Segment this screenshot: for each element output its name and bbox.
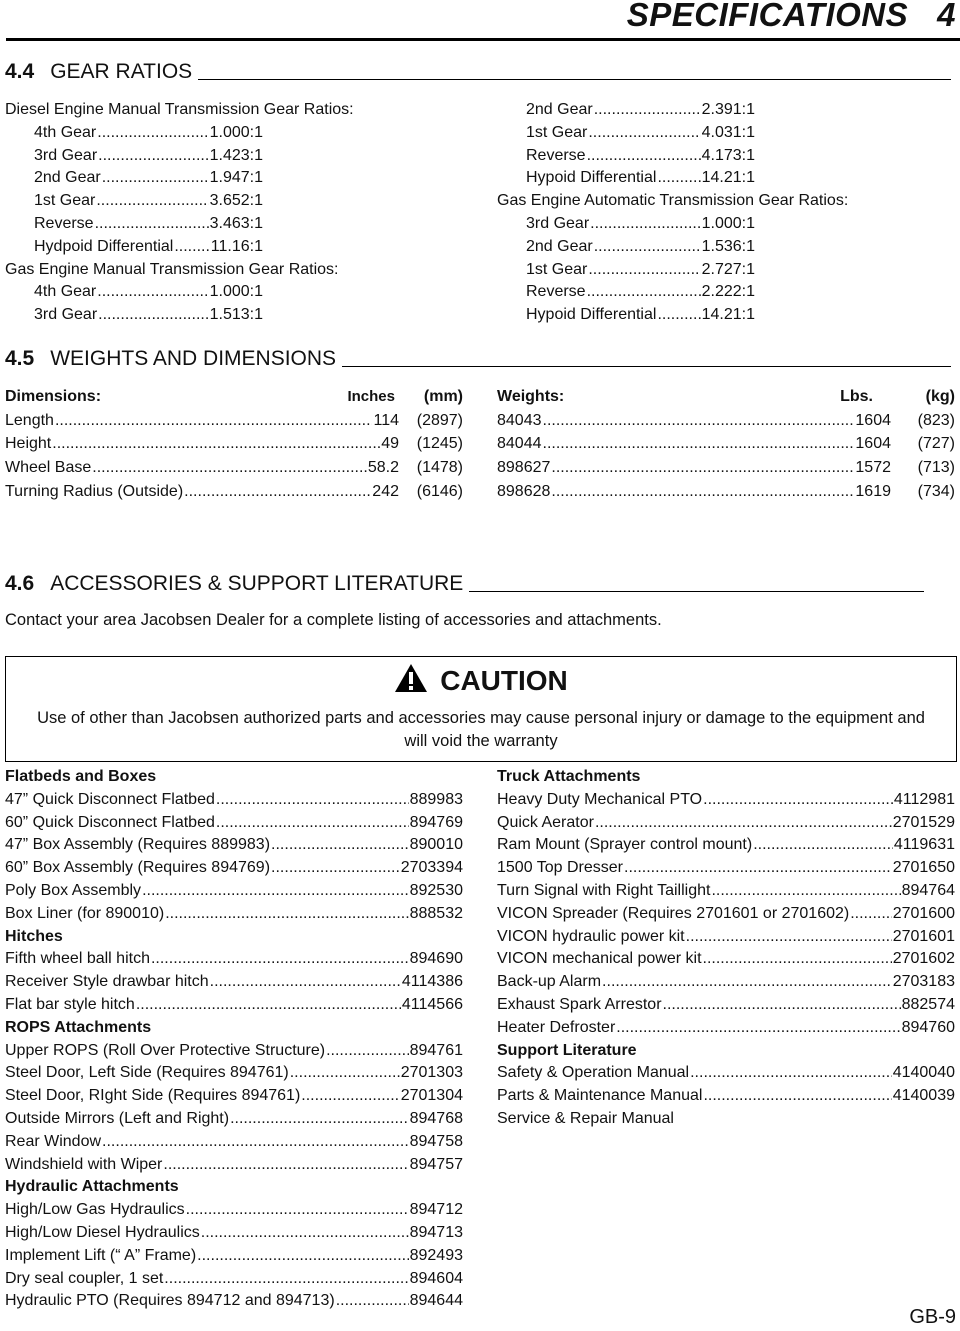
list-item-label: Heater Defroster — [497, 1018, 616, 1036]
list-heading-label: Truck Attachments — [497, 768, 641, 785]
leader-dots — [216, 788, 409, 811]
table-cell-metric: (823) — [917, 411, 955, 429]
dimensions-unit-mm: (mm) — [423, 388, 463, 405]
leader-dots — [703, 947, 892, 970]
list-item-value: 2703394 — [400, 859, 463, 877]
list-heading — [5, 925, 463, 948]
dimensions-unit-inches: Inches — [347, 388, 395, 405]
table-row — [5, 456, 463, 479]
list-item — [5, 1107, 463, 1130]
list-item — [497, 833, 955, 856]
list-item-label: 60” Quick Disconnect Flatbed — [5, 813, 215, 831]
dimensions-header — [5, 385, 463, 408]
leader-dots — [703, 788, 893, 811]
list-item — [497, 947, 955, 970]
list-item-value: 4140039 — [892, 1087, 955, 1105]
caution-title: CAUTION — [440, 665, 568, 696]
list-item-value: 894604 — [409, 1269, 463, 1287]
list-item-label: Steel Door, Left Side (Requires 894761) — [5, 1064, 289, 1082]
leader-dots — [624, 856, 892, 879]
list-item-value: 2701600 — [892, 904, 955, 922]
leader-dots — [690, 1061, 892, 1084]
section-rule — [198, 79, 951, 80]
list-item-value: 2701602 — [892, 950, 955, 968]
leader-dots — [201, 1221, 409, 1244]
list-item-label: Turn Signal with Right Taillight — [497, 882, 711, 899]
list-item-value: 890010 — [409, 836, 463, 854]
list-item-value: 1.423:1 — [209, 146, 263, 164]
header-rule — [6, 38, 960, 41]
list-item-label: Hypoid Differential — [526, 169, 657, 187]
list-item — [5, 879, 463, 902]
table-cell-label: 84043 — [497, 411, 542, 429]
list-item-value: 894713 — [409, 1224, 463, 1241]
table-cell-metric: (727) — [917, 435, 955, 453]
list-item-label: 2nd Gear — [34, 169, 101, 187]
section-title: GEAR RATIOS — [50, 60, 193, 83]
list-item-label: 4th Gear — [34, 283, 97, 301]
table-row — [497, 480, 955, 503]
list-item — [497, 1084, 955, 1107]
leader-dots — [216, 811, 409, 834]
list-heading — [5, 258, 339, 281]
list-item — [5, 1153, 463, 1176]
list-item-label: 2nd Gear — [526, 237, 593, 255]
list-item-label: Steel Door, RIght Side (Requires 894761) — [5, 1087, 301, 1105]
section-number: 4.4 — [5, 60, 35, 83]
leader-dots — [602, 970, 892, 993]
list-item-label: 2nd Gear — [526, 101, 593, 118]
section-heading-gear-ratios — [5, 60, 951, 84]
list-item-value: 2701650 — [892, 859, 955, 877]
leader-dots — [543, 409, 855, 432]
list-item-value: 894764 — [901, 882, 955, 899]
leader-dots — [165, 902, 408, 925]
list-item — [5, 212, 263, 235]
leader-dots — [98, 144, 208, 167]
leader-dots — [657, 166, 700, 189]
section-number: 4.5 — [5, 347, 35, 370]
list-item — [5, 1221, 463, 1244]
list-item — [5, 811, 463, 834]
list-item-value: 2.222:1 — [701, 283, 755, 301]
table-cell-label: Wheel Base — [5, 459, 92, 477]
warning-icon — [394, 663, 428, 693]
list-item — [5, 303, 263, 326]
leader-dots — [163, 1153, 408, 1176]
list-item — [497, 121, 755, 144]
leader-dots — [657, 303, 700, 326]
section-title: ACCESSORIES & SUPPORT LITERATURE — [50, 572, 464, 595]
list-item-value: 11.16:1 — [210, 237, 263, 255]
list-item-value: 1.000:1 — [209, 123, 263, 141]
table-cell-metric: (1245) — [416, 435, 463, 453]
leader-dots — [711, 879, 900, 902]
leader-dots — [594, 235, 701, 258]
list-item-value: 888532 — [409, 904, 463, 922]
leader-dots — [616, 1016, 900, 1039]
table-cell-value: 58.2 — [367, 459, 399, 477]
page-title: SPECIFICATIONS 4 — [626, 0, 956, 33]
leader-dots — [686, 925, 892, 948]
list-item — [5, 235, 263, 258]
list-item-label: Fifth wheel ball hitch — [5, 950, 150, 968]
leader-dots — [55, 409, 373, 432]
list-heading — [497, 1039, 955, 1062]
table-row — [5, 480, 463, 503]
list-item — [497, 212, 755, 235]
list-item-label: Hypoid Differential — [526, 306, 657, 324]
list-item-value: 14.21:1 — [701, 306, 755, 324]
list-item-label: 3rd Gear — [34, 306, 98, 324]
leader-dots — [587, 144, 701, 167]
list-item-label: Safety & Operation Manual — [497, 1064, 690, 1082]
list-item-label: Hydpoid Differential — [34, 237, 174, 255]
list-item-value: 2703183 — [892, 973, 955, 991]
dimensions-label: Dimensions: — [5, 388, 102, 405]
table-cell-label: 84044 — [497, 435, 542, 453]
list-item-label: Outside Mirrors (Left and Right) — [5, 1110, 230, 1127]
caution-heading — [6, 663, 956, 697]
list-item — [497, 280, 755, 303]
caution-box — [5, 656, 957, 762]
list-item — [5, 833, 463, 856]
list-item-value: 14.21:1 — [701, 169, 755, 187]
weights-unit-lbs: Lbs. — [840, 388, 873, 405]
list-item-value: 894760 — [901, 1018, 955, 1036]
list-item-value: 1.536:1 — [701, 237, 755, 255]
list-item-label: 1500 Top Dresser — [497, 859, 623, 877]
table-row — [5, 432, 463, 455]
list-item-value: 3.463:1 — [209, 215, 263, 232]
list-item-value: 4.173:1 — [701, 146, 755, 164]
list-item-value: 894644 — [409, 1292, 463, 1310]
list-item-value: 1.513:1 — [209, 306, 263, 324]
leader-dots — [102, 1130, 409, 1153]
weights-unit-kg: (kg) — [925, 388, 955, 405]
list-heading — [5, 1175, 463, 1198]
list-heading — [497, 189, 849, 212]
list-item-label: 1st Gear — [34, 192, 96, 210]
list-item-value: 2.727:1 — [701, 260, 755, 278]
list-heading — [497, 765, 955, 788]
page-number: GB-9 — [909, 1306, 956, 1328]
table-cell-value: 1572 — [855, 459, 891, 477]
leader-dots — [197, 1244, 408, 1267]
section-rule — [469, 591, 924, 592]
list-item-label: Back-up Alarm — [497, 973, 602, 991]
list-item-label: 4th Gear — [34, 123, 97, 141]
table-cell-value: 242 — [372, 482, 399, 500]
leader-dots — [230, 1107, 409, 1130]
list-item — [5, 993, 463, 1016]
leader-dots — [102, 166, 209, 189]
list-item-label: Reverse — [34, 215, 94, 232]
list-item-label: Parts & Maintenance Manual — [497, 1087, 703, 1105]
list-item — [5, 1198, 463, 1221]
table-cell-value: 1619 — [855, 482, 891, 500]
list-heading-label: Hitches — [5, 927, 63, 945]
list-item-label: Upper ROPS (Roll Over Protective Structure) — [5, 1041, 326, 1059]
list-item — [497, 970, 955, 993]
list-item — [5, 144, 263, 167]
leader-dots — [590, 212, 700, 235]
list-item-label: Box Liner (for 890010) — [5, 904, 165, 922]
list-item — [497, 811, 955, 834]
list-item-value: 4114386 — [401, 973, 463, 991]
list-heading-label: Gas Engine Manual Transmission Gear Ratios: — [5, 260, 339, 278]
leader-dots — [753, 833, 893, 856]
accessories-intro: Contact your area Jacobsen Dealer for a complete listing of accessories and attachments. — [5, 611, 662, 629]
leader-dots — [301, 1084, 399, 1107]
table-cell-metric: (734) — [917, 482, 955, 500]
leader-dots — [52, 432, 380, 455]
leader-dots — [290, 1061, 400, 1084]
list-item-label: 1st Gear — [526, 123, 588, 141]
leader-dots — [98, 303, 208, 326]
section-heading-weights-dimensions — [5, 347, 951, 371]
list-heading-label: Support Literature — [497, 1041, 637, 1059]
list-item-label: Heavy Duty Mechanical PTO — [497, 790, 703, 808]
list-item-value: 4112981 — [893, 790, 955, 808]
page-header — [0, 0, 960, 36]
list-item — [497, 788, 955, 811]
leader-dots — [551, 480, 854, 503]
leader-dots — [551, 456, 854, 479]
list-item — [5, 788, 463, 811]
list-item — [497, 993, 955, 1016]
list-item-value: 1.947:1 — [209, 169, 263, 187]
list-heading — [5, 1016, 463, 1039]
leader-dots — [92, 456, 367, 479]
list-heading — [5, 765, 463, 788]
list-item-label: 1st Gear — [526, 260, 588, 278]
list-item-value: 4119631 — [893, 836, 955, 854]
list-item-label: VICON hydraulic power kit — [497, 927, 685, 945]
leader-dots — [210, 970, 401, 993]
list-heading-label: Hydraulic Attachments — [5, 1178, 179, 1196]
list-item-value: 1.000:1 — [209, 283, 263, 301]
list-heading — [497, 1107, 955, 1130]
list-item-value: 882574 — [901, 996, 955, 1013]
list-item-value: 2701601 — [892, 927, 955, 945]
table-row — [497, 456, 955, 479]
list-item-label: Windshield with Wiper — [5, 1155, 163, 1173]
list-item-value: 894769 — [409, 813, 463, 831]
table-cell-label: Length — [5, 411, 54, 429]
list-item-value: 894757 — [409, 1155, 463, 1173]
leader-dots — [95, 212, 209, 235]
leader-dots — [326, 1039, 409, 1062]
leader-dots — [136, 993, 401, 1016]
caution-text: Use of other than Jacobsen authorized parts and accessories may cause personal injury or damage to the equipment and will void the warranty — [37, 709, 925, 750]
leader-dots — [142, 879, 409, 902]
leader-dots — [151, 947, 409, 970]
list-item — [497, 166, 755, 189]
leader-dots — [703, 1084, 891, 1107]
list-heading-label: Flatbeds and Boxes — [5, 768, 157, 785]
weights-header — [497, 385, 955, 408]
list-item-value: 894768 — [409, 1110, 463, 1127]
list-item-label: Hydraulic PTO (Requires 894712 and 894713) — [5, 1292, 335, 1310]
table-cell-label: Height — [5, 435, 52, 453]
leader-dots — [271, 833, 409, 856]
leader-dots — [97, 121, 208, 144]
list-item — [497, 902, 955, 925]
section-title: WEIGHTS AND DIMENSIONS — [50, 347, 337, 370]
table-row — [5, 409, 463, 432]
list-item — [497, 235, 755, 258]
leader-dots — [588, 258, 700, 281]
leader-dots — [594, 98, 701, 121]
leader-dots — [595, 811, 892, 834]
list-heading-label: ROPS Attachments — [5, 1018, 152, 1036]
leader-dots — [271, 856, 400, 879]
section-rule — [342, 366, 951, 367]
leader-dots — [96, 189, 208, 212]
list-item-label: 47” Quick Disconnect Flatbed — [5, 790, 215, 808]
list-item-value: 892530 — [409, 882, 463, 899]
list-item — [5, 189, 263, 212]
list-item-value: 892493 — [409, 1246, 463, 1264]
list-item — [497, 879, 955, 902]
section-number: 4.6 — [5, 572, 35, 595]
list-item — [5, 970, 463, 993]
section-heading-accessories — [5, 572, 951, 596]
list-item — [497, 1016, 955, 1039]
list-item-label: 3rd Gear — [34, 146, 98, 164]
table-cell-label: 898628 — [497, 482, 551, 500]
leader-dots — [850, 902, 891, 925]
list-item-value: 4114566 — [401, 996, 463, 1013]
list-item-label: VICON Spreader (Requires 2701601 or 2701602) — [497, 904, 850, 922]
table-row — [497, 409, 955, 432]
list-heading-label: Gas Engine Automatic Transmission Gear Ratios: — [497, 192, 849, 210]
list-item-value: 889983 — [409, 790, 463, 808]
list-item — [5, 1084, 463, 1107]
list-item — [497, 856, 955, 879]
list-item — [5, 1289, 463, 1312]
list-item-value: 894758 — [409, 1132, 463, 1150]
list-item-label: Implement Lift (“ A” Frame) — [5, 1246, 197, 1264]
table-cell-metric: (713) — [917, 459, 955, 477]
list-item — [5, 1130, 463, 1153]
list-item-value: 4140040 — [892, 1064, 955, 1082]
list-heading — [5, 98, 354, 121]
leader-dots — [663, 993, 901, 1016]
list-item — [497, 144, 755, 167]
list-item — [5, 166, 263, 189]
list-item-value: 1.000:1 — [701, 215, 755, 232]
list-item-label: 3rd Gear — [526, 215, 590, 232]
leader-dots — [164, 1267, 408, 1290]
table-cell-label: Turning Radius (Outside) — [5, 482, 184, 500]
list-item — [497, 98, 755, 121]
list-item — [497, 258, 755, 281]
list-item-label: Reverse — [526, 146, 586, 164]
list-item-label: Rear Window — [5, 1132, 102, 1150]
leader-dots — [588, 121, 700, 144]
list-item — [5, 947, 463, 970]
list-item-label: Dry seal coupler, 1 set — [5, 1269, 164, 1287]
table-row — [497, 432, 955, 455]
list-item-label: 47” Box Assembly (Requires 889983) — [5, 836, 271, 854]
list-item-label: 60” Box Assembly (Requires 894769) — [5, 859, 271, 877]
list-item — [5, 1267, 463, 1290]
list-item-value: 4.031:1 — [701, 123, 755, 141]
list-item-value: 2701304 — [400, 1087, 463, 1105]
list-item-label: Flat bar style hitch — [5, 996, 135, 1013]
list-item-value: 2.391:1 — [701, 101, 755, 118]
leader-dots — [543, 432, 855, 455]
list-item — [5, 1244, 463, 1267]
list-item-label: VICON mechanical power kit — [497, 950, 702, 968]
table-cell-metric: (2897) — [416, 411, 463, 429]
table-cell-metric: (1478) — [416, 459, 463, 477]
table-cell-value: 49 — [381, 435, 399, 453]
list-item-label: Reverse — [526, 283, 586, 301]
list-item — [5, 1039, 463, 1062]
table-cell-metric: (6146) — [416, 482, 463, 500]
table-cell-value: 1604 — [855, 411, 891, 429]
list-item-value: 894761 — [409, 1041, 463, 1059]
table-cell-label: 898627 — [497, 459, 551, 477]
leader-dots — [587, 280, 701, 303]
list-item — [5, 902, 463, 925]
list-item-value: 3.652:1 — [209, 192, 263, 210]
weights-label: Weights: — [497, 388, 565, 405]
leader-dots — [186, 1198, 409, 1221]
leader-dots — [184, 480, 371, 503]
list-item-label: Receiver Style drawbar hitch — [5, 973, 209, 991]
table-cell-value: 1604 — [855, 435, 891, 453]
list-item-value: 2701529 — [892, 813, 955, 831]
list-item-label: Ram Mount (Sprayer control mount) — [497, 836, 753, 854]
list-item-value: 894712 — [409, 1201, 463, 1219]
list-item — [497, 303, 755, 326]
leader-dots — [336, 1289, 409, 1312]
list-item-label: Quick Aerator — [497, 813, 594, 831]
list-item — [497, 925, 955, 948]
leader-dots — [174, 235, 209, 258]
list-item — [5, 856, 463, 879]
list-item-label: Exhaust Spark Arrestor — [497, 996, 662, 1013]
table-cell-value: 114 — [373, 411, 399, 429]
list-item-label: Service & Repair Manual — [497, 1110, 674, 1127]
list-item — [5, 1061, 463, 1084]
list-item — [5, 280, 263, 303]
list-item-value: 2701303 — [400, 1064, 463, 1082]
list-item — [497, 1061, 955, 1084]
list-item — [5, 121, 263, 144]
list-item-value: 894690 — [409, 950, 463, 968]
leader-dots — [97, 280, 208, 303]
list-item-label: High/Low Gas Hydraulics — [5, 1201, 185, 1219]
list-item-label: High/Low Diesel Hydraulics — [5, 1224, 200, 1241]
list-item-label: Poly Box Assembly — [5, 882, 142, 899]
list-heading-label: Diesel Engine Manual Transmission Gear Ratios: — [5, 101, 354, 118]
